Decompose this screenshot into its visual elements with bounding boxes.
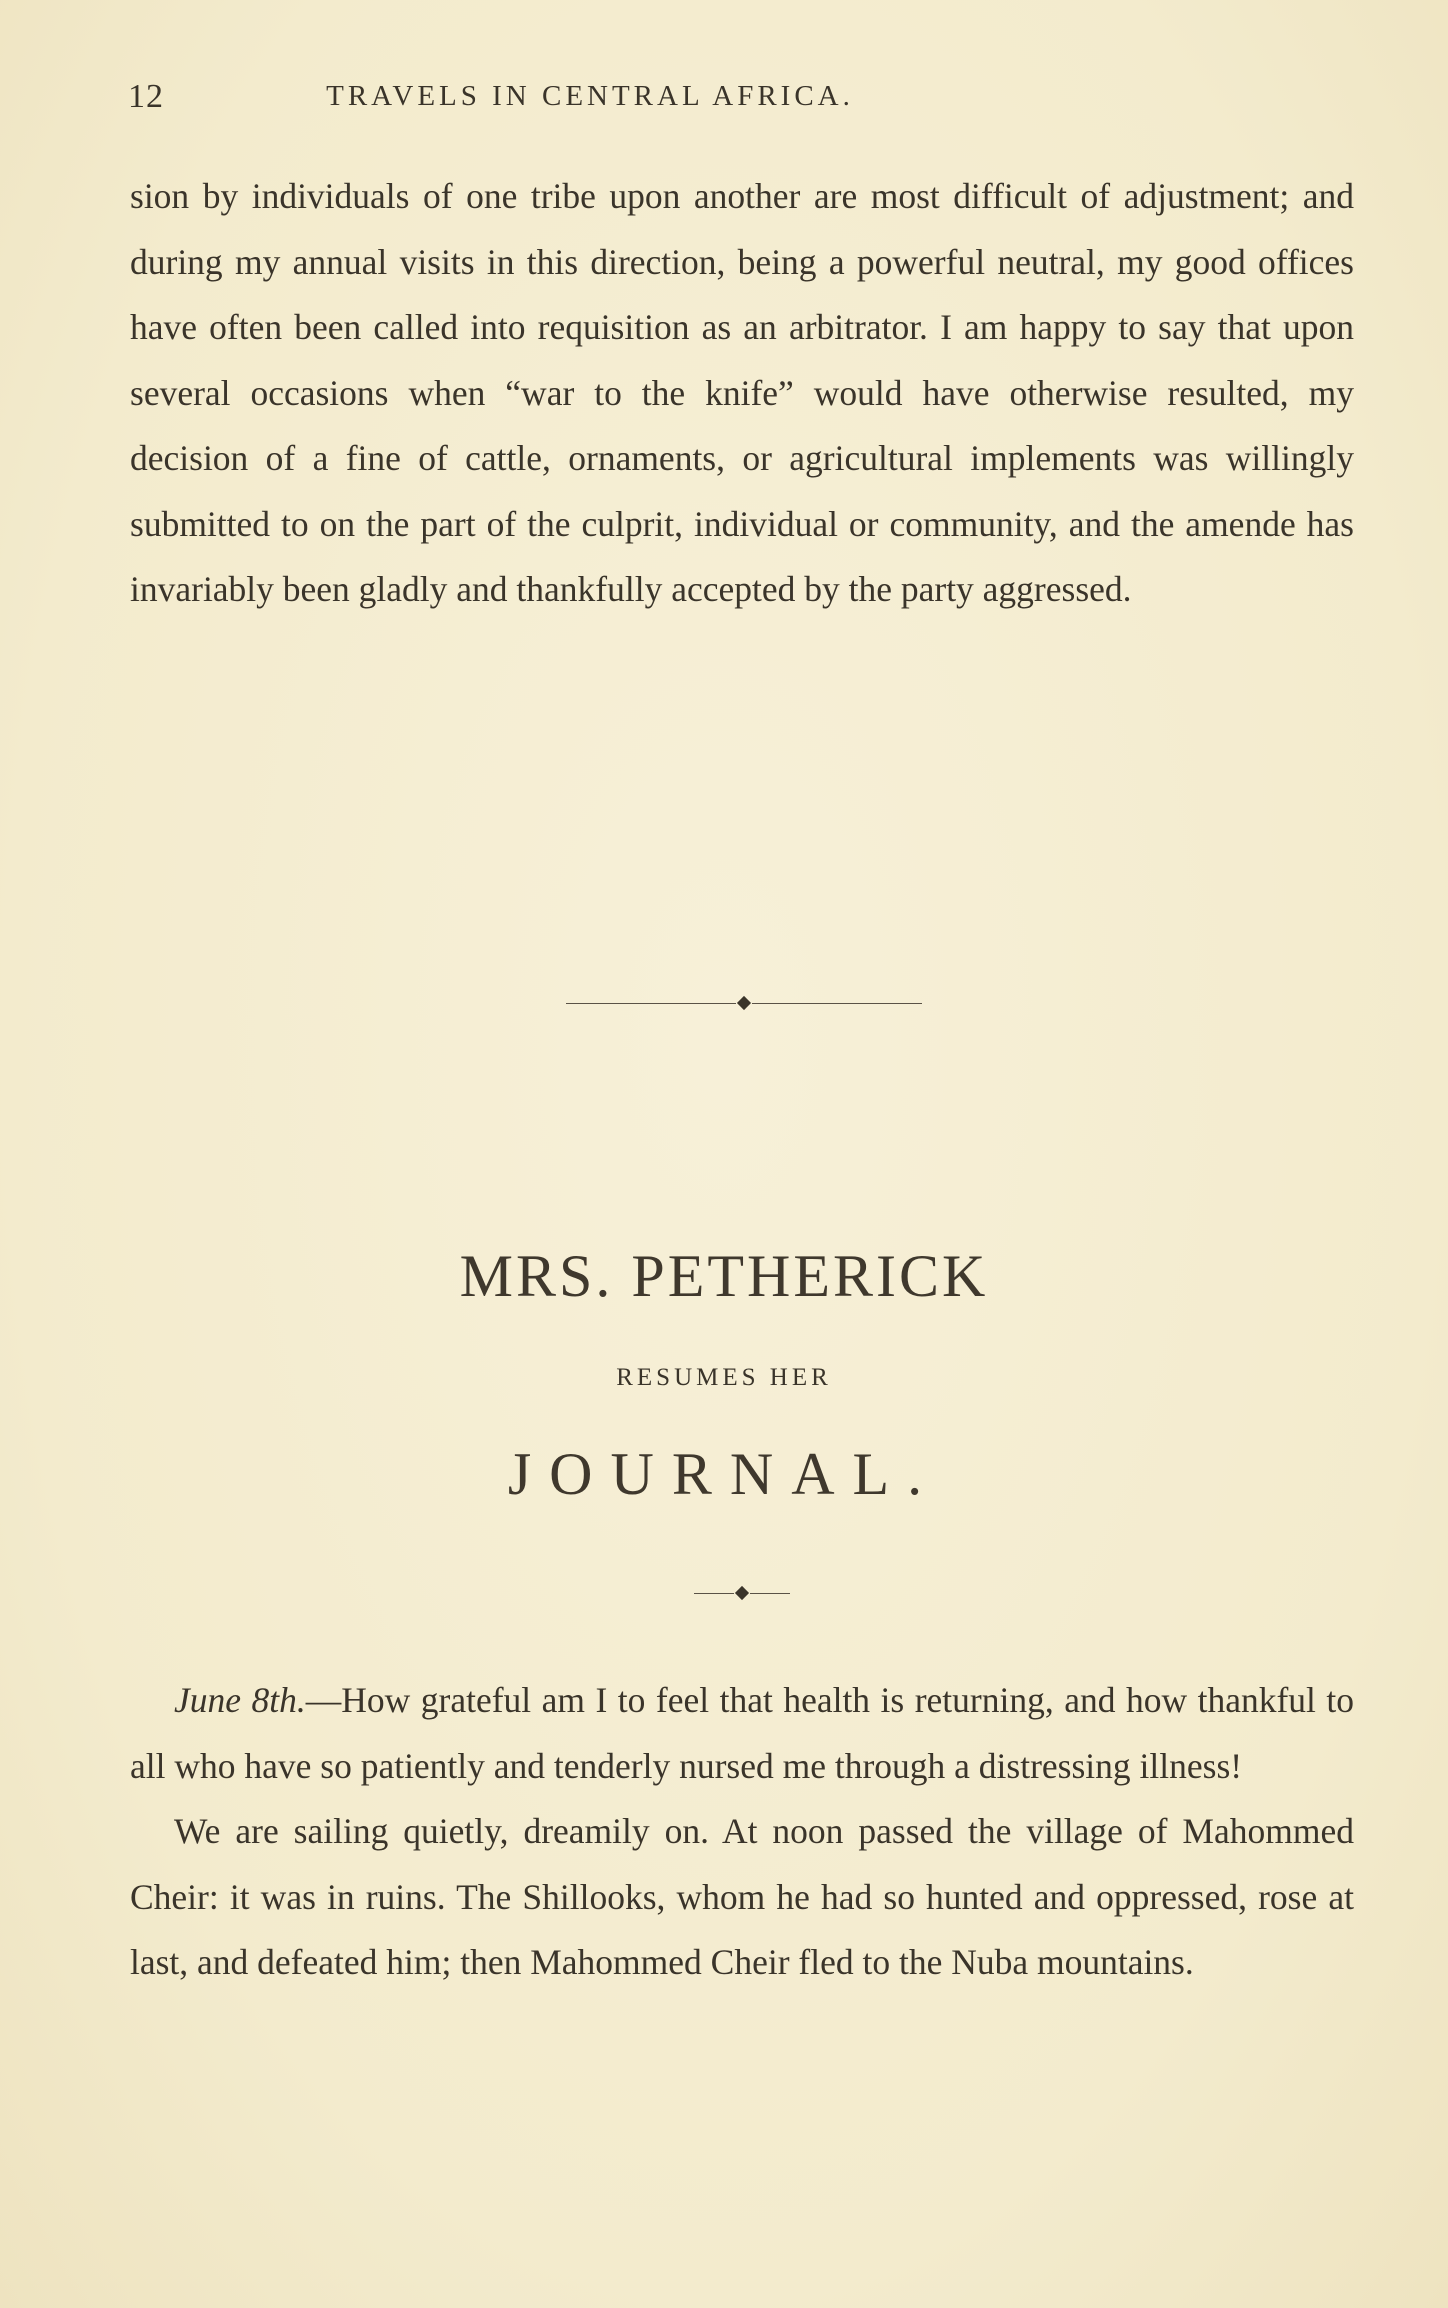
entry-text: —How grateful am I to feel that health is returning, and how thankful to all who have so patiently and tenderly nursed me through a distressing illness!: [130, 1680, 1354, 1786]
journal-paragraph-2: We are sailing quietly, dreamily on. At noon passed the village of Mahommed Cheir: it was in ruins. The Shillooks, whom he had so hunted and oppressed, rose at last, and defeated him; then Mahommed Cheir fled to the Nuba mountains.: [130, 1811, 1354, 1982]
title-divider-ornament: [694, 1584, 790, 1604]
opening-paragraph: sion by individuals of one tribe upon another are most difficult of adjustment; and during my annual visits in this direction, being a powerful neutral, my good offices have often been called into requisition as an arbitrator. I am happy to say that upon several occasions when “war to the knife” would have otherwise resulted, my decision of a fine of cattle, ornaments, or agricultural implements was willingly submitted to on the part of the culprit, individual or community, and the amende has invariably been gladly and thankfully accepted by the party aggressed.: [130, 176, 1354, 609]
entry-date: June 8th.: [174, 1680, 306, 1720]
journal-paragraph-1: [130, 1668, 1354, 1799]
journal-entry: [130, 1668, 1354, 1996]
chapter-title-journal: JOURNAL.: [507, 1441, 941, 1507]
chapter-subtitle: RESUMES HER: [616, 1364, 832, 1391]
page-number: 12: [128, 78, 164, 115]
section-divider-ornament: [566, 994, 922, 1014]
running-head: TRAVELS IN CENTRAL AFRICA.: [326, 80, 854, 112]
chapter-title: MRS. PETHERICK: [459, 1243, 989, 1309]
page-header: [128, 78, 1052, 118]
